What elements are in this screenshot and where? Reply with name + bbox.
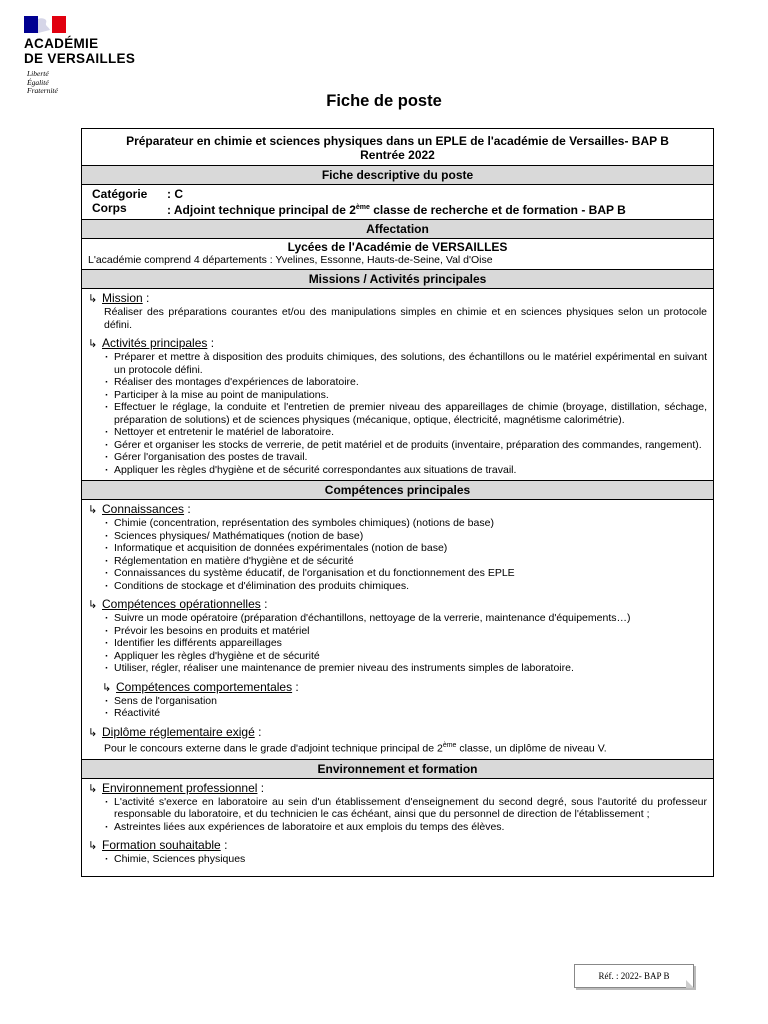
list-item: · Participer à la mise au point de manipulations. — [104, 389, 707, 402]
list-item: · L'activité s'exerce en laboratoire au sein d'un établissement d'enseignement du second degré, sous l'autorité du professeur responsable du laboratoire, et du technicien le cas échéant, ainsi que du personnel de direction de l'établissement ; — [104, 796, 707, 821]
pointing-hand-icon: ↳ — [88, 338, 98, 350]
pointing-hand-icon: ↳ — [88, 726, 98, 739]
list-item: · Réaliser des montages d'expériences de laboratoire. — [104, 376, 707, 389]
mission-heading: ↳ Mission : — [88, 291, 150, 305]
diplome-text — [104, 740, 707, 755]
list-item: · Préparer et mettre à disposition des produits chimiques, des solutions, des échantillons ou le matériel expérimental en suivant un protocole défini. — [104, 351, 707, 376]
list-item: · Réglementation en matière d'hygiène et de sécurité — [104, 555, 707, 568]
list-item: · Appliquer les règles d'hygiène et de sécurité — [104, 650, 707, 663]
environnement-pro-list — [88, 796, 707, 834]
section-heading-competences: Compétences principales — [82, 480, 713, 500]
diplome-sup: ème — [442, 741, 457, 749]
corps-value-before: : Adjoint technique principal de 2 — [167, 203, 356, 217]
list-item: · Suivre un mode opératoire (préparation d'échantillons, nettoyage de la verrerie, maintenance d'équipements…) — [104, 612, 707, 625]
motto-fraternite: Fraternité — [27, 86, 58, 95]
mission-text: Réaliser des préparations courantes et/ou des manipulations simples en chimie et en sciences physiques selon un protocole défini. — [104, 306, 707, 331]
motto-egalite: Égalité — [27, 77, 49, 87]
section-heading-missions: Missions / Activités principales — [82, 269, 713, 289]
pointing-hand-icon: ↳ — [88, 293, 98, 305]
corps-sup: ème — [355, 204, 370, 211]
list-item: · Nettoyer et entretenir le matériel de laboratoire. — [104, 426, 707, 439]
pointing-hand-icon: ↳ — [102, 681, 112, 694]
operationnelles-list — [88, 612, 707, 675]
list-item: · Identifier les différents appareillages — [104, 637, 707, 650]
connaissances-label: Connaissances — [102, 502, 185, 516]
affectation-subtitle: L'académie comprend 4 départements : Yvelines, Essonne, Hauts-de-Seine, Val d'Oise — [88, 254, 493, 266]
missions-block — [82, 289, 713, 480]
logo-line1: ACADÉMIE — [24, 36, 99, 51]
affectation-block — [82, 239, 713, 269]
section-heading-affectation: Affectation — [82, 219, 713, 239]
formation-heading: ↳ Formation souhaitable : — [88, 838, 228, 852]
job-title: Préparateur en chimie et sciences physiques dans un EPLE de l'académie de Versailles- BAP B — [126, 134, 669, 148]
pointing-hand-icon: ↳ — [88, 782, 98, 795]
connaissances-list — [88, 517, 707, 592]
categorie-label: Catégorie — [92, 187, 148, 201]
comportementales-label: Compétences comportementales — [116, 679, 293, 694]
job-sheet — [81, 128, 714, 877]
corps-label: Corps — [92, 201, 127, 215]
activites-label: Activités principales — [102, 336, 208, 350]
job-year: Rentrée 2022 — [360, 148, 435, 162]
operationnelles-label: Compétences opérationnelles — [102, 597, 261, 611]
list-item: · Appliquer les règles d'hygiène et de sécurité correspondantes aux situations de travail. — [104, 464, 707, 477]
diplome-before: Pour le concours externe dans le grade d'adjoint technique principal de 2 — [104, 742, 443, 754]
pointing-hand-icon: ↳ — [88, 504, 98, 516]
motto-liberte: Liberté — [27, 69, 49, 78]
activites-heading: ↳ Activités principales : — [88, 336, 215, 350]
diplome-label: Diplôme réglementaire exigé — [102, 724, 255, 739]
list-item: · Réactivité — [104, 707, 707, 720]
pointing-hand-icon: ↳ — [88, 840, 98, 852]
list-item: · Chimie, Sciences physiques — [104, 853, 707, 866]
operationnelles-heading: ↳ Compétences opérationnelles : — [88, 597, 268, 611]
activites-list — [88, 351, 707, 476]
environnement-pro-label: Environnement professionnel — [102, 780, 258, 795]
affectation-title: Lycées de l'Académie de VERSAILLES — [287, 240, 508, 254]
environnement-block — [82, 779, 713, 876]
list-item: · Gérer et organiser les stocks de verrerie, de petit matériel et de produits (inventaire, préparation des commandes, rangement). — [104, 439, 707, 452]
reference-label — [574, 964, 694, 988]
list-item: · Chimie (concentration, représentation des symboles chimiques) (notions de base) — [104, 517, 707, 530]
list-item: · Astreintes liées aux expériences de laboratoire et aux emplois du temps des élèves. — [104, 821, 707, 834]
list-item: · Sciences physiques/ Mathématiques (notion de base) — [104, 530, 707, 543]
reference-text: Réf. : 2022- BAP B — [598, 971, 670, 981]
formation-label: Formation souhaitable — [102, 838, 221, 852]
corps-value-after: classe de recherche et de formation - BAP B — [369, 203, 626, 217]
competences-block — [82, 500, 713, 759]
section-heading-fiche: Fiche descriptive du poste — [82, 165, 713, 185]
list-item: · Connaissances du système éducatif, de l'organisation et du fonctionnement des EPLE — [104, 567, 707, 580]
connaissances-heading: ↳ Connaissances : — [88, 502, 191, 516]
environnement-pro-heading: ↳ Environnement professionnel : — [88, 780, 265, 795]
list-item: · Conditions de stockage et d'élimination des produits chimiques. — [104, 580, 707, 593]
page-title: Fiche de poste — [326, 92, 442, 110]
section-heading-environnement: Environnement et formation — [82, 759, 713, 779]
diplome-after: classe, un diplôme de niveau V. — [456, 742, 607, 754]
list-item: · Prévoir les besoins en produits et matériel — [104, 625, 707, 638]
list-item: · Informatique et acquisition de données expérimentales (notion de base) — [104, 542, 707, 555]
categorie-row — [92, 187, 703, 201]
categorie-value: : C — [167, 187, 183, 201]
list-item: · Gérer l'organisation des postes de travail. — [104, 451, 707, 464]
fiche-rows — [82, 185, 713, 219]
diplome-heading: ↳ Diplôme réglementaire exigé : — [88, 724, 262, 739]
corps-value — [167, 201, 626, 217]
logo-line2: DE VERSAILLES — [24, 51, 136, 66]
marianne-flag-icon — [24, 16, 66, 33]
mission-label: Mission — [102, 291, 143, 305]
pointing-hand-icon: ↳ — [88, 599, 98, 611]
comportementales-list — [88, 695, 707, 720]
comportementales-heading: ↳ Compétences comportementales : — [102, 679, 299, 694]
list-item: · Utiliser, régler, réaliser une maintenance de premier niveau des instruments simples de laboratoire. — [104, 662, 707, 675]
page-fold-icon — [686, 980, 694, 988]
corps-row — [92, 201, 703, 217]
job-title-block — [82, 129, 713, 165]
list-item: · Effectuer le réglage, la conduite et l'entretien de premier niveau des appareillages de chimie (broyage, distillation, séchage, préparation de solutions) et de sciences physiques (mécanique, optique, électricité, magnétisme calorimétrie). — [104, 401, 707, 426]
list-item: · Sens de l'organisation — [104, 695, 707, 708]
formation-list — [88, 853, 707, 866]
